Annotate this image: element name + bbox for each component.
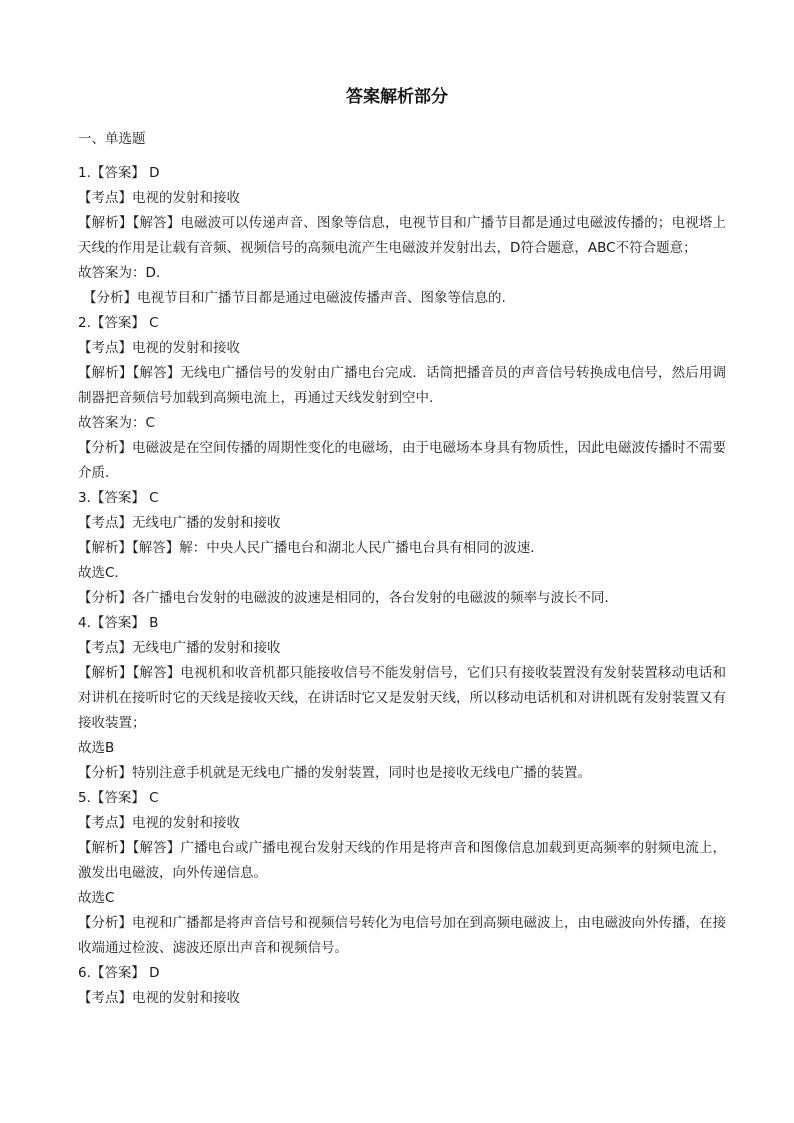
q5-explanation: 【解析】【解答】广播电台或广播电视台发射天线的作用是将声音和图像信息加载到更高频率的射频电流上，激发出电磁波，向外传递信息。	[78, 840, 726, 881]
q5-answer: 5.【答案】 C	[78, 790, 159, 806]
q3-conclusion: 故选C．	[78, 565, 128, 581]
q4-answer: 4.【答案】 B	[78, 615, 159, 631]
q1-analysis: 【分析】电视节目和广播节目都是通过电磁波传播声音、图象等信息的.	[83, 290, 506, 306]
q4-analysis: 【分析】特别注意手机就是无线电广播的发射装置，同时也是接收无线电广播的装置。	[78, 765, 591, 781]
q1-answer: 1.【答案】 D	[78, 165, 160, 181]
section-heading: 一、单选题	[78, 131, 146, 147]
q6-topic: 【考点】电视的发射和接收	[78, 990, 240, 1006]
q2-answer: 2.【答案】 C	[78, 315, 159, 331]
page-title: 答案解析部分	[346, 87, 448, 107]
q4-explanation: 【解析】【解答】电视机和收音机都只能接收信号不能发射信号，它们只有接收装置没有发射装置移动电话和对讲机在接听时它的天线是接收天线，在讲话时它又是发射天线，所以移动电话机和对讲机既有发射装置又有接收装置；	[78, 665, 726, 731]
q1-explanation: 【解析】【解答】电磁波可以传递声音、图象等信息，电视节目和广播节目都是通过电磁波传播的；电视塔上天线的作用是让载有音频、视频信号的高频电流产生电磁波并发射出去，D符合题意，ABC不符合题意；	[78, 215, 726, 256]
q1-conclusion: 故答案为：D.	[78, 265, 161, 281]
q5-analysis: 【分析】电视和广播都是将声音信号和视频信号转化为电信号加在到高频电磁波上，由电磁波向外传播，在接收端通过检波、滤波还原出声音和视频信号。	[78, 915, 726, 956]
q3-analysis: 【分析】各广播电台发射的电磁波的波速是相同的，各台发射的电磁波的频率与波长不同．	[78, 590, 618, 606]
q2-topic: 【考点】电视的发射和接收	[78, 340, 240, 356]
q5-conclusion: 故选C	[78, 890, 115, 906]
answer-body	[78, 161, 726, 1011]
q6-answer: 6.【答案】 D	[78, 965, 160, 981]
q4-topic: 【考点】无线电广播的发射和接收	[78, 640, 281, 656]
q1-topic: 【考点】电视的发射和接收	[78, 190, 240, 206]
q3-explanation: 【解析】【解答】解：中央人民广播电台和湖北人民广播电台具有相同的波速．	[78, 540, 544, 556]
q2-explanation: 【解析】【解答】无线电广播信号的发射由广播电台完成．话筒把播音员的声音信号转换成电信号，然后用调制器把音频信号加载到高频电流上，再通过天线发射到空中.	[78, 365, 726, 406]
q3-answer: 3.【答案】 C	[78, 490, 159, 506]
q3-topic: 【考点】无线电广播的发射和接收	[78, 515, 281, 531]
q4-conclusion: 故选B	[78, 740, 115, 756]
q5-topic: 【考点】电视的发射和接收	[78, 815, 240, 831]
q2-conclusion: 故答案为：C	[78, 415, 155, 431]
q2-analysis: 【分析】电磁波是在空间传播的周期性变化的电磁场，由于电磁场本身具有物质性，因此电磁波传播时不需要介质.	[78, 440, 726, 481]
